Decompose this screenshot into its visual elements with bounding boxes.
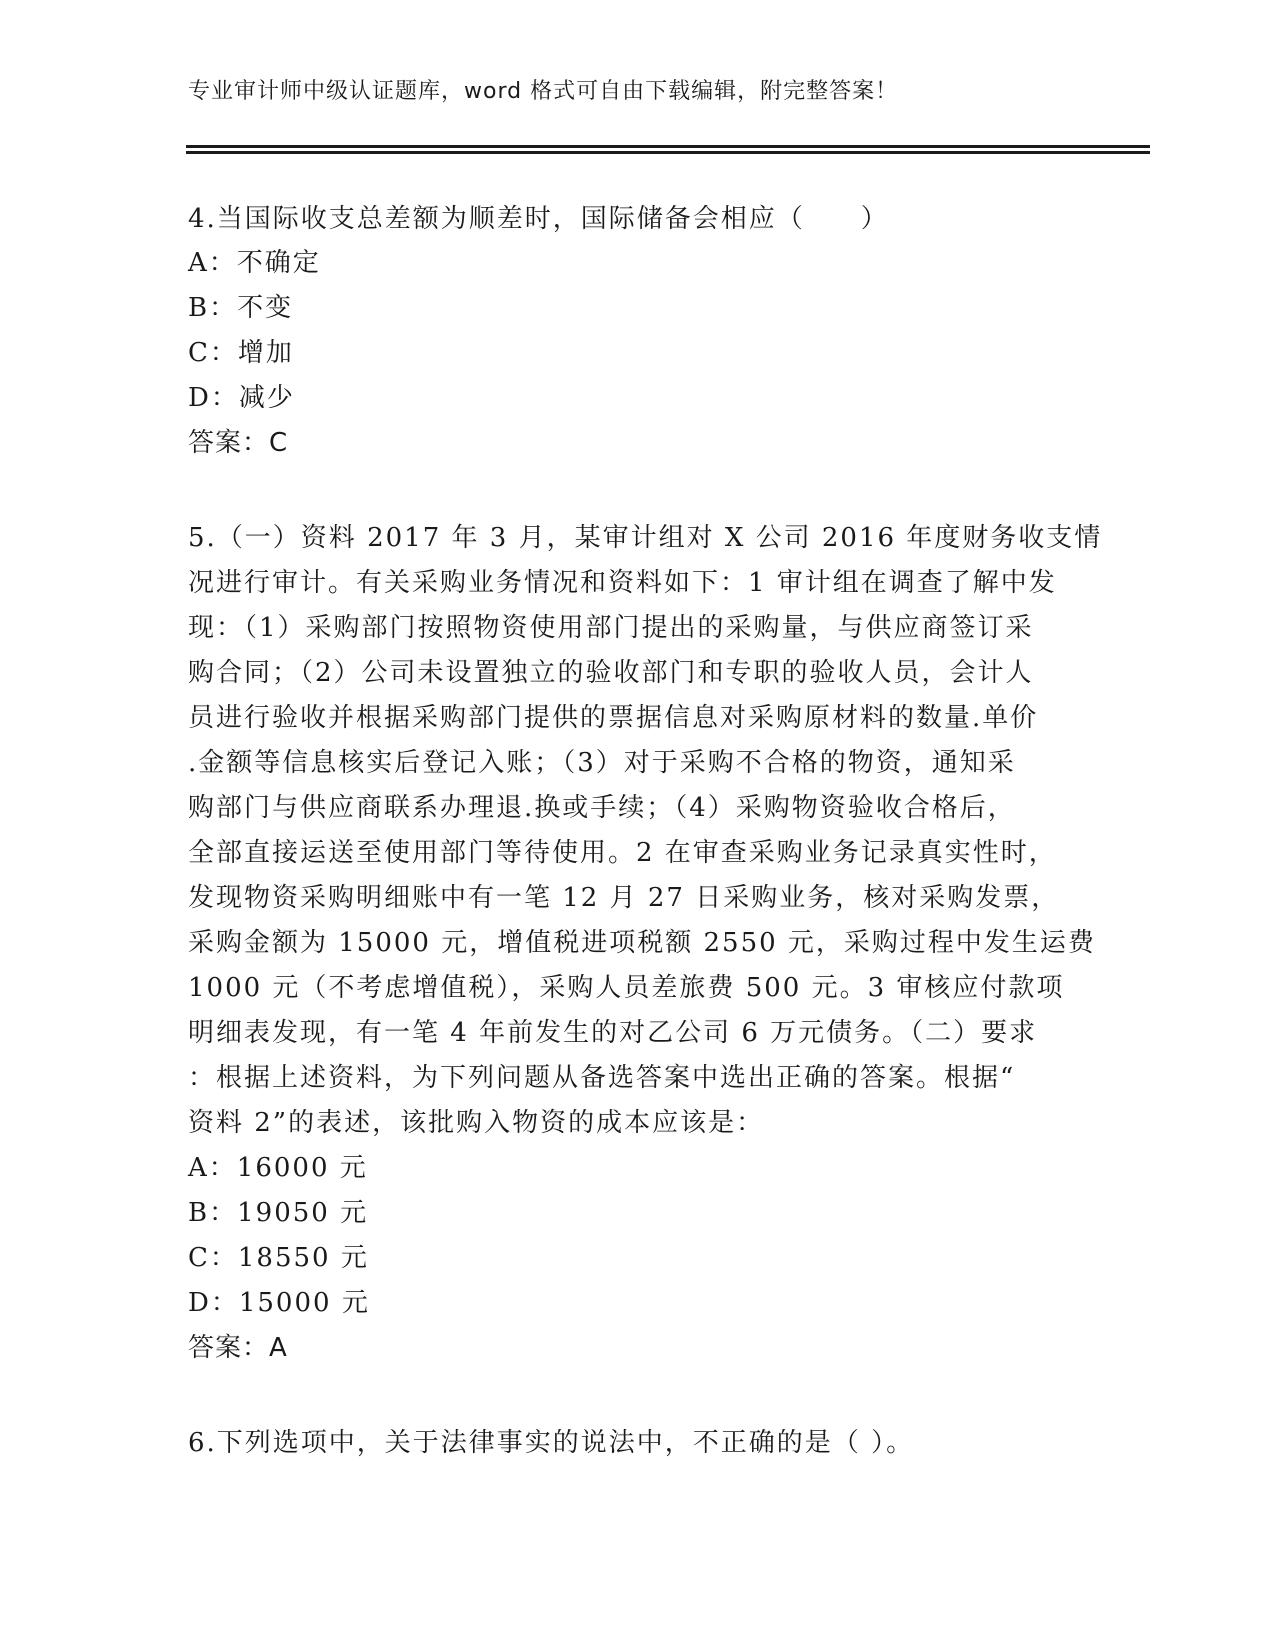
question-5-option-a: A：16000 元 <box>188 1153 368 1183</box>
question-5-stem-line: 1000 元（不考虑增值税），采购人员差旅费 500 元。3 审核应付款项 <box>188 973 1065 1003</box>
question-5-option-b: B：19050 元 <box>188 1198 369 1228</box>
question-5-answer: 答案：A <box>188 1333 288 1363</box>
question-4-stem: 4.当国际收支总差额为顺差时，国际储备会相应（ ） <box>188 204 889 234</box>
question-5-stem-line: 购部门与供应商联系办理退.换或手续；（4）采购物资验收合格后， <box>188 793 1016 823</box>
question-5-stem-line: 现：（1）采购部门按照物资使用部门提出的采购量，与供应商签订采 <box>188 613 1034 643</box>
question-5-stem-line: 购合同；（2）公司未设置独立的验收部门和专职的验收人员，会计人 <box>188 658 1034 688</box>
question-4-option-d: D：减少 <box>188 383 295 413</box>
question-5-stem-line: 员进行验收并根据采购部门提供的票据信息对采购原材料的数量.单价 <box>188 703 1039 733</box>
question-5-stem-line: 采购金额为 15000 元，增值税进项税额 2550 元，采购过程中发生运费 <box>188 928 1096 958</box>
question-5-stem-line: 发现物资采购明细账中有一笔 12 月 27 日采购业务，核对采购发票， <box>188 883 1060 913</box>
question-5-stem-line: .金额等信息核实后登记入账；（3）对于采购不合格的物资，通知采 <box>188 748 1016 778</box>
header-rule-top <box>186 145 1150 148</box>
question-5-stem-line: 资料 2”的表述，该批购入物资的成本应该是： <box>188 1108 765 1138</box>
question-5-stem-line: ：根据上述资料，为下列问题从备选答案中选出正确的答案。根据“ <box>188 1063 1016 1093</box>
page-header: 专业审计师中级认证题库，word 格式可自由下载编辑，附完整答案！ <box>188 79 899 104</box>
question-5-stem-line: 明细表发现，有一笔 4 年前发生的对乙公司 6 万元债务。（二）要求 <box>188 1018 1038 1048</box>
question-4-option-b: B：不变 <box>188 293 294 323</box>
question-4-option-c: C：增加 <box>188 338 294 368</box>
question-5-option-c: C：18550 元 <box>188 1243 369 1273</box>
question-4-answer: 答案：C <box>188 428 289 458</box>
question-5-option-d: D：15000 元 <box>188 1288 370 1318</box>
question-6-stem: 6.下列选项中，关于法律事实的说法中，不正确的是（ ）。 <box>188 1428 915 1458</box>
question-4-option-a: A：不确定 <box>188 248 321 278</box>
header-rule-bottom <box>186 151 1150 154</box>
question-5-stem-line: 5.（一）资料 2017 年 3 月，某审计组对 X 公司 2016 年度财务收支情 <box>188 523 1103 553</box>
question-5-stem-line: 全部直接运送至使用部门等待使用。2 在审查采购业务记录真实性时， <box>188 838 1057 868</box>
question-5-stem-line: 况进行审计。有关采购业务情况和资料如下：1 审计组在调查了解中发 <box>188 568 1057 598</box>
